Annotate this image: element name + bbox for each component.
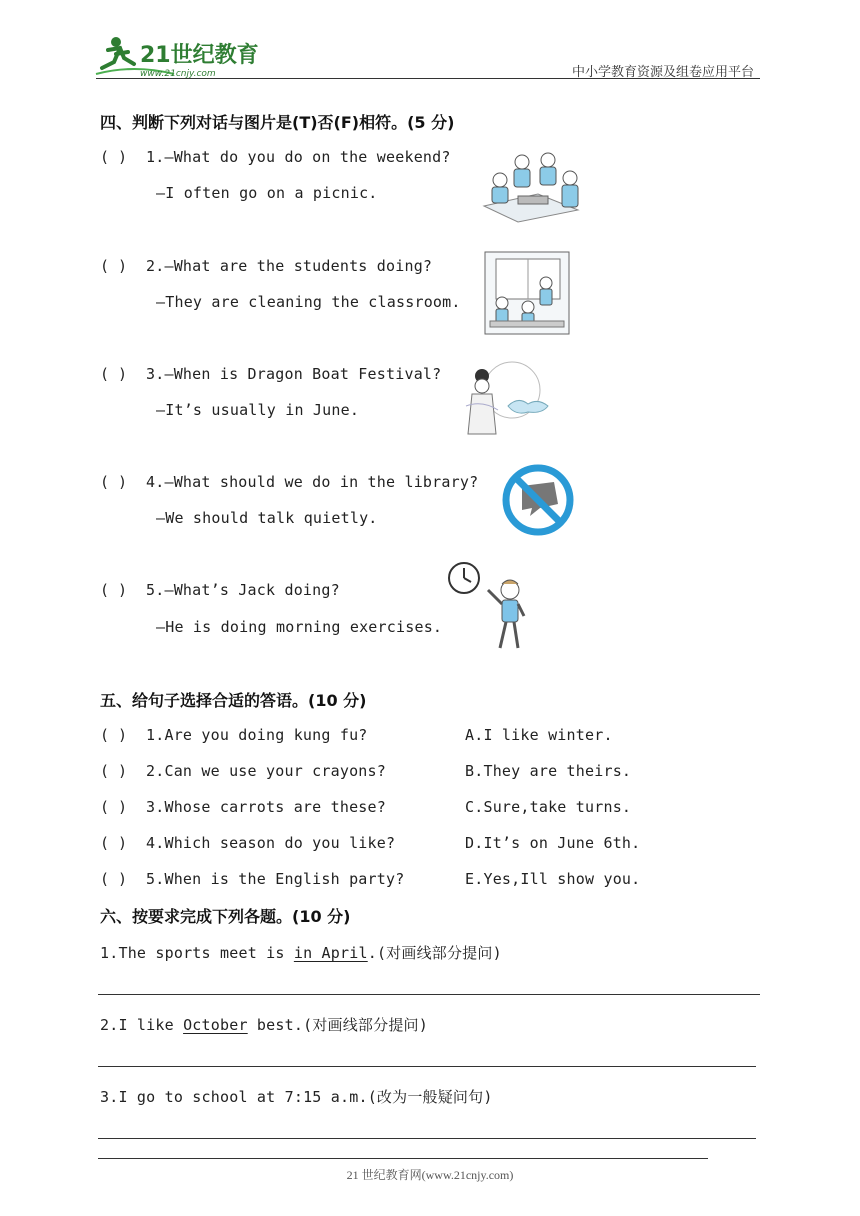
no-talking-sign-image [500, 462, 576, 542]
header-platform-text: 中小学教育资源及组卷应用平台 [572, 65, 755, 80]
question-text: 1.—What do you do on the weekend? [146, 148, 451, 166]
answer-text: —He is doing morning exercises. [156, 618, 443, 636]
answer-blank[interactable]: ( ) [100, 148, 128, 166]
option-text: C.Sure,take turns. [465, 798, 632, 816]
question-text: 2.Can we use your crayons? [146, 762, 386, 780]
question-text: 3.—When is Dragon Boat Festival? [146, 365, 442, 383]
question-text: 3.Whose carrots are these? [146, 798, 386, 816]
answer-blank[interactable]: ( ) [100, 762, 128, 780]
question-text: 1.Are you doing kung fu? [146, 726, 368, 744]
answer-line[interactable] [98, 994, 760, 995]
question-text: 5.—What’s Jack doing? [146, 581, 340, 599]
s6-question-3: 3.I go to school at 7:15 a.m.(改为一般疑问句) [100, 1088, 493, 1106]
answer-blank[interactable]: ( ) [100, 726, 128, 744]
option-text: D.It’s on June 6th. [465, 834, 641, 852]
svg-text:21世纪教育: 21世纪教育 [140, 43, 259, 68]
answer-text: —It’s usually in June. [156, 401, 360, 419]
option-text: E.Yes,Ill show you. [465, 870, 641, 888]
answer-blank[interactable]: ( ) [100, 581, 128, 599]
underlined-phrase: October [183, 1016, 248, 1034]
s6-question-1: 1.The sports meet is in April.(对画线部分提问) [100, 944, 502, 962]
moon-festival-image [462, 360, 554, 446]
answer-text: —I often go on a picnic. [156, 184, 378, 202]
answer-text: —We should talk quietly. [156, 509, 378, 527]
underlined-phrase: in April [293, 944, 368, 962]
section-5-title: 五、给句子选择合适的答语。(10 分) [100, 691, 367, 710]
section-4-title: 四、判断下列对话与图片是(T)否(F)相符。(5 分) [100, 113, 455, 132]
footer-divider [98, 1158, 708, 1159]
answer-blank[interactable]: ( ) [100, 365, 128, 383]
answer-blank[interactable]: ( ) [100, 870, 128, 888]
section-6-title: 六、按要求完成下列各题。(10 分) [100, 907, 351, 926]
answer-blank[interactable]: ( ) [100, 257, 128, 275]
clock-and-boy-image [446, 560, 530, 658]
answer-blank[interactable]: ( ) [100, 834, 128, 852]
svg-text:www.21cnjy.com: www.21cnjy.com [140, 69, 216, 79]
site-logo [94, 34, 262, 80]
classroom-image [484, 251, 570, 339]
header-divider [96, 78, 760, 79]
answer-line[interactable] [98, 1138, 756, 1139]
answer-blank[interactable]: ( ) [100, 798, 128, 816]
option-text: B.They are theirs. [465, 762, 632, 780]
footer-text: 21 世纪教育网(www.21cnjy.com) [346, 1168, 514, 1182]
question-text: 4.Which season do you like? [146, 834, 396, 852]
answer-text: —They are cleaning the classroom. [156, 293, 461, 311]
runner-logo-icon [94, 34, 262, 80]
question-text: 5.When is the English party? [146, 870, 405, 888]
answer-line[interactable] [98, 1066, 756, 1067]
answer-blank[interactable]: ( ) [100, 473, 128, 491]
s6-question-2: 2.I like October best.(对画线部分提问) [100, 1016, 428, 1034]
picnic-image [478, 144, 584, 228]
question-text: 4.—What should we do in the library? [146, 473, 479, 491]
question-text: 2.—What are the students doing? [146, 257, 433, 275]
option-text: A.I like winter. [465, 726, 613, 744]
